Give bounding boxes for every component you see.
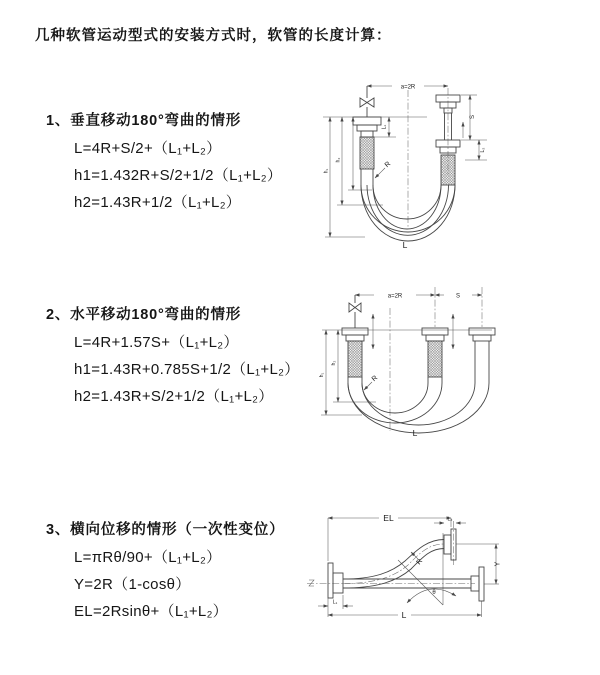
d2-hose-drawing	[322, 295, 495, 433]
d3-dimension-lines	[318, 518, 499, 617]
d1-dim-h2: h₂	[335, 157, 342, 163]
d3-labels	[333, 513, 502, 620]
section-3-heading: 3、横向位移的情形（一次性变位）	[46, 522, 285, 538]
diagram-lateral-displacement	[303, 503, 508, 648]
d1-dimension-lines	[325, 86, 487, 237]
section-2-heading: 2、水平移动180°弯曲的情形	[46, 307, 242, 323]
d3-label-r: R	[415, 557, 425, 567]
section-3-formula-y: Y=2R（1-cosθ）	[74, 576, 191, 593]
d3-dim-el: EL	[383, 513, 394, 523]
d2-dim-h2: h₂	[331, 360, 337, 366]
section-3-formula-el: EL=2Rsinθ+（L₁+L₂）	[74, 603, 228, 620]
centerline-break-icon	[309, 580, 314, 586]
d3-label-theta: θ	[432, 590, 436, 596]
section-3-formula-l: L=πRθ/90+（L₁+L₂）	[74, 549, 222, 566]
d1-hose-drawing	[323, 86, 460, 241]
d1-dim-h1: h₁	[323, 168, 330, 174]
d1-dim-a2r: a=2R	[400, 84, 416, 91]
d3-dim-l: L	[401, 610, 407, 620]
d1-dim-l2: L₂	[480, 147, 486, 153]
d2-dimension-lines	[321, 295, 482, 415]
d3-dim-l2: L₂	[447, 516, 453, 523]
section-2-formula-l: L=4R+1.57S+（L₁+L₂）	[74, 334, 239, 351]
d3-dim-y: Y	[494, 561, 502, 567]
d1-label-r: R	[383, 160, 393, 170]
section-2-formula-h2: h2=1.43R+S/2+1/2（L₁+L₂）	[74, 388, 274, 405]
section-1-formula-h1: h1=1.432R+S/2+1/2（L₁+L₂）	[74, 167, 283, 184]
d3-centerlines	[307, 521, 475, 586]
diagram-horizontal-180-bend	[318, 283, 498, 458]
d2-dim-a2r: a=2R	[387, 293, 403, 300]
page-title: 几种软管运动型式的安装方式时，软管的长度计算：	[35, 28, 392, 44]
d2-dim-h1: h₁	[319, 372, 325, 378]
d3-dim-l1: L₁	[332, 599, 338, 606]
d2-dim-s: S	[455, 293, 461, 300]
section-2-formula-h1: h1=1.43R+0.785S+1/2（L₁+L₂）	[74, 361, 300, 378]
valve-icon	[360, 98, 374, 107]
valve-icon	[349, 303, 361, 312]
d2-label-l: L	[412, 428, 418, 438]
diagram-vertical-180-bend	[315, 76, 510, 266]
d1-label-l: L	[402, 240, 408, 250]
d1-dim-l1: L₁	[381, 124, 388, 130]
section-1-heading: 1、垂直移动180°弯曲的情形	[46, 113, 242, 129]
d2-label-r: R	[370, 374, 380, 384]
d3-hose-drawing	[328, 529, 484, 601]
section-1-formula-l: L=4R+S/2+（L₁+L₂）	[74, 140, 222, 157]
d1-labels	[324, 85, 487, 251]
section-1-formula-h2: h2=1.43R+1/2（L₁+L₂）	[74, 194, 242, 211]
d1-dim-s: S	[470, 114, 476, 120]
